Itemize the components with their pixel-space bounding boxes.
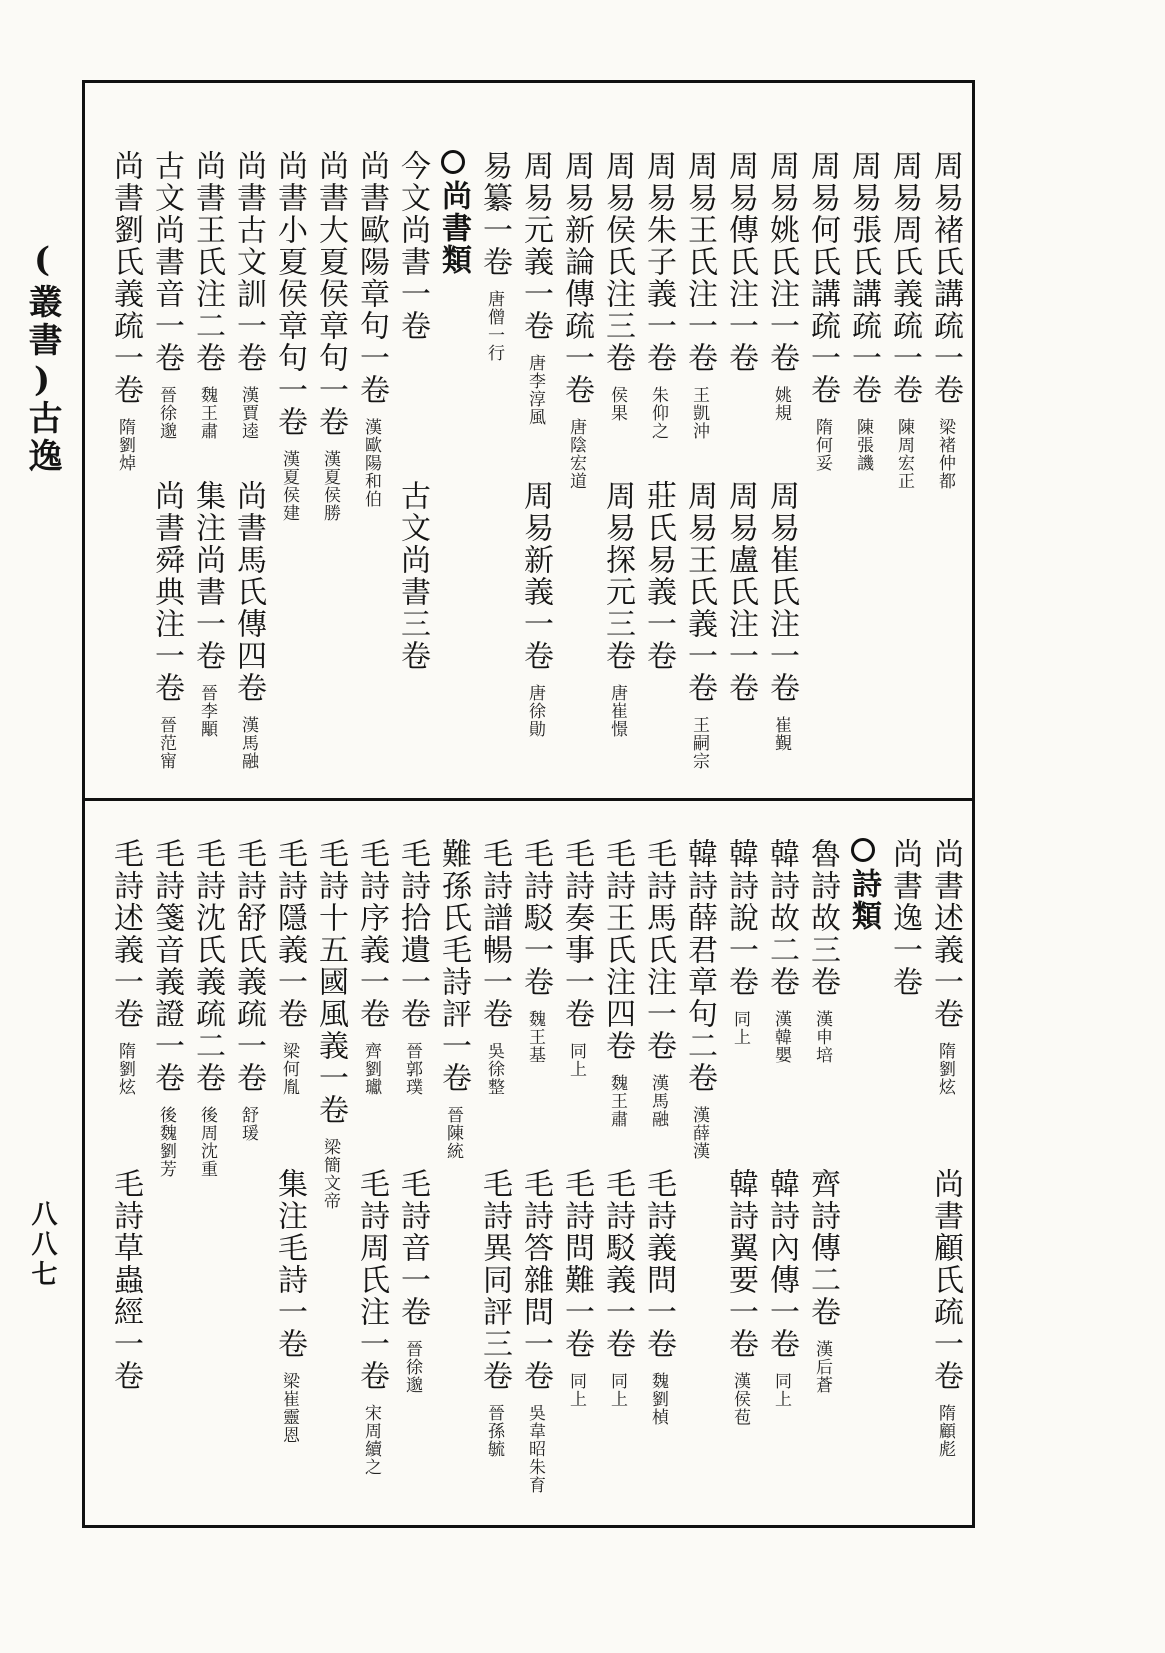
book-title <box>22 400 62 476</box>
book-entry <box>516 838 554 1064</box>
section-divider <box>82 798 975 801</box>
book-title-entry: 毛詩異同評三卷 <box>477 1168 512 1392</box>
top-column <box>721 150 759 790</box>
book-title-entry: 韓詩翼要一卷 <box>723 1168 758 1360</box>
book-title-entry: 韓詩故二卷 <box>764 838 799 998</box>
book-title-entry: 易纂一卷 <box>477 150 512 278</box>
book-author: 隋顧彪 <box>935 1404 955 1458</box>
book-author: 隋劉炫 <box>115 1042 135 1096</box>
book-entry <box>639 1168 677 1426</box>
bottom-column <box>434 838 472 1520</box>
book-title-entry: 周易侯氏注三卷 <box>600 150 635 374</box>
book-author: 王凱沖 <box>689 386 709 440</box>
book-title-entry: 尚書逸一卷 <box>887 838 922 998</box>
top-column <box>106 150 144 790</box>
top-column <box>188 150 226 790</box>
book-entry <box>393 150 431 342</box>
book-title-entry: 尚書述義一卷 <box>928 838 963 1030</box>
book-title-entry: 集注尚書一卷 <box>190 480 225 672</box>
book-author: 隋劉焯 <box>115 418 135 472</box>
top-column <box>516 150 554 790</box>
section-heading <box>434 150 472 276</box>
book-entry <box>721 150 759 374</box>
book-author: 同上 <box>566 1042 586 1078</box>
book-title-entry: 周易元義一卷 <box>518 150 553 342</box>
top-column <box>434 150 472 790</box>
book-entry <box>147 838 185 1178</box>
book-author: 漢歐陽和伯 <box>361 418 381 508</box>
book-entry <box>803 1168 841 1394</box>
book-entry <box>188 838 226 1178</box>
book-title-entry: 周易姚氏注一卷 <box>764 150 799 374</box>
top-column <box>598 150 636 790</box>
book-entry <box>229 838 267 1142</box>
book-author: 梁崔靈恩 <box>279 1372 299 1444</box>
bottom-column <box>885 838 923 1520</box>
book-entry <box>680 150 718 440</box>
book-author: 侯果 <box>607 386 627 422</box>
book-author: 吳韋昭朱育 <box>525 1404 545 1494</box>
book-title-entry: 古文尚書三卷 <box>395 480 430 672</box>
book-author: 唐崔憬 <box>607 684 627 738</box>
book-entry <box>147 480 185 770</box>
section-heading-text: 尚書類 <box>436 180 471 276</box>
bottom-column <box>475 838 513 1520</box>
book-title-text: 古逸 <box>22 400 62 476</box>
book-title-entry: 韓詩說一卷 <box>723 838 758 998</box>
book-title-entry: 毛詩周氏注一卷 <box>354 1168 389 1392</box>
book-title-entry: 毛詩駁義一卷 <box>600 1168 635 1360</box>
book-title-entry: 古文尚書音一卷 <box>149 150 184 374</box>
book-title-entry: 莊氏易義一卷 <box>641 480 676 672</box>
book-title-entry: 毛詩譜暢一卷 <box>477 838 512 1030</box>
book-title-entry: 周易傳氏注一卷 <box>723 150 758 374</box>
book-entry <box>680 480 718 770</box>
top-column <box>311 150 349 790</box>
top-column <box>270 150 308 790</box>
book-entry <box>885 150 923 490</box>
book-entry <box>926 1168 964 1458</box>
book-author: 唐陰宏道 <box>566 418 586 490</box>
section-heading-text: 詩類 <box>846 868 881 932</box>
bottom-column <box>803 838 841 1520</box>
book-entry <box>434 838 472 1160</box>
book-entry <box>188 150 226 440</box>
book-author: 漢夏侯建 <box>279 450 299 522</box>
book-entry <box>598 150 636 422</box>
book-title-entry: 周易新義一卷 <box>518 480 553 672</box>
bottom-column <box>147 838 185 1520</box>
book-author: 梁褚仲都 <box>935 418 955 490</box>
book-title-entry: 周易崔氏注一卷 <box>764 480 799 704</box>
book-title-entry: 今文尚書一卷 <box>395 150 430 342</box>
bottom-column <box>229 838 267 1520</box>
book-author: 漢馬融 <box>648 1074 668 1128</box>
book-author: 晉郭璞 <box>402 1042 422 1096</box>
top-column <box>393 150 431 790</box>
book-author: 魏王肅 <box>607 1074 627 1128</box>
book-entry <box>639 150 677 440</box>
book-entry <box>393 1168 431 1394</box>
top-column <box>762 150 800 790</box>
book-author: 魏王肅 <box>197 386 217 440</box>
book-title-entry: 周易盧氏注一卷 <box>723 480 758 704</box>
book-author: 魏劉楨 <box>648 1372 668 1426</box>
bottom-column <box>680 838 718 1520</box>
book-entry <box>557 150 595 490</box>
book-author: 王嗣宗 <box>689 716 709 770</box>
book-title-entry: 尚書顧氏疏一卷 <box>928 1168 963 1392</box>
bottom-column <box>311 838 349 1520</box>
book-title-entry: 周易新論傳疏一卷 <box>559 150 594 406</box>
book-title-entry: 毛詩答雜問一卷 <box>518 1168 553 1392</box>
book-author: 唐李淳風 <box>525 354 545 426</box>
book-author: 晉徐邈 <box>156 386 176 440</box>
book-author: 陳張譏 <box>853 418 873 472</box>
book-entry <box>311 150 349 522</box>
book-title-entry: 毛詩駁一卷 <box>518 838 553 998</box>
book-entry <box>516 1168 554 1494</box>
bottom-column <box>762 838 800 1520</box>
book-entry <box>762 150 800 422</box>
top-column <box>885 150 923 790</box>
book-entry <box>106 838 144 1096</box>
book-title-entry: 毛詩隱義一卷 <box>272 838 307 1030</box>
top-column <box>147 150 185 790</box>
book-author: 後魏劉芳 <box>156 1106 176 1178</box>
series-text: (叢書) <box>22 240 62 404</box>
book-author: 崔覲 <box>771 716 791 752</box>
bottom-column <box>270 838 308 1520</box>
book-entry <box>885 838 923 998</box>
book-entry <box>352 1168 390 1476</box>
book-author: 同上 <box>730 1010 750 1046</box>
book-title-entry: 毛詩舒氏義疏一卷 <box>231 838 266 1094</box>
book-title-entry: 毛詩十五國風義一卷 <box>313 838 348 1126</box>
book-entry <box>926 150 964 490</box>
book-title-entry: 尚書舜典注一卷 <box>149 480 184 704</box>
bottom-column <box>598 838 636 1520</box>
book-entry <box>639 838 677 1128</box>
book-title-entry: 毛詩問難一卷 <box>559 1168 594 1360</box>
bottom-column <box>352 838 390 1520</box>
book-title-entry: 周易何氏講疏一卷 <box>805 150 840 406</box>
book-title-entry: 尚書馬氏傳四卷 <box>231 480 266 704</box>
book-title-entry: 周易探元三卷 <box>600 480 635 672</box>
book-title-entry: 集注毛詩一卷 <box>272 1168 307 1360</box>
book-author: 朱仰之 <box>648 386 668 440</box>
bottom-column <box>721 838 759 1520</box>
book-author: 梁何胤 <box>279 1042 299 1096</box>
book-title-entry: 尚書小夏侯章句一卷 <box>272 150 307 438</box>
book-entry <box>639 480 677 672</box>
book-author: 漢賈逵 <box>238 386 258 440</box>
book-title-entry: 毛詩序義一卷 <box>354 838 389 1030</box>
book-author: 漢后蒼 <box>812 1340 832 1394</box>
book-title-entry: 韓詩薛君章句二卷 <box>682 838 717 1094</box>
book-entry <box>762 838 800 1064</box>
book-entry <box>598 480 636 738</box>
book-title-entry: 毛詩沈氏義疏二卷 <box>190 838 225 1094</box>
book-entry <box>762 1168 800 1408</box>
book-entry <box>762 480 800 752</box>
book-author: 晉孫毓 <box>484 1404 504 1458</box>
book-author: 晉徐邈 <box>402 1340 422 1394</box>
book-entry <box>106 1168 144 1392</box>
book-author: 漢夏侯勝 <box>320 450 340 522</box>
book-entry <box>475 838 513 1096</box>
book-author: 宋周續之 <box>361 1404 381 1476</box>
book-entry <box>803 150 841 472</box>
book-author: 漢侯苞 <box>730 1372 750 1426</box>
bottom-column <box>639 838 677 1520</box>
book-author: 陳周宏正 <box>894 418 914 490</box>
book-author: 同上 <box>566 1372 586 1408</box>
book-author: 舒瑗 <box>238 1106 258 1142</box>
book-entry <box>598 1168 636 1408</box>
book-title-entry: 毛詩王氏注四卷 <box>600 838 635 1062</box>
book-entry <box>475 1168 513 1458</box>
book-entry <box>557 838 595 1078</box>
book-entry <box>516 480 554 738</box>
book-entry <box>475 150 513 362</box>
book-entry <box>557 1168 595 1408</box>
book-entry <box>270 1168 308 1444</box>
book-title-entry: 難孫氏毛詩評一卷 <box>436 838 471 1094</box>
bottom-column <box>516 838 554 1520</box>
bottom-column <box>188 838 226 1520</box>
book-author: 魏王基 <box>525 1010 545 1064</box>
book-title-entry: 魯詩故三卷 <box>805 838 840 998</box>
book-entry <box>803 838 841 1064</box>
book-entry <box>188 480 226 738</box>
book-entry <box>229 150 267 440</box>
book-entry <box>721 838 759 1046</box>
book-author: 梁簡文帝 <box>320 1138 340 1210</box>
top-column <box>803 150 841 790</box>
book-entry <box>229 480 267 770</box>
book-entry <box>270 838 308 1096</box>
book-title-entry: 毛詩述義一卷 <box>108 838 143 1030</box>
book-entry <box>393 838 431 1096</box>
book-title-entry: 毛詩箋音義證一卷 <box>149 838 184 1094</box>
top-column <box>844 150 882 790</box>
book-author: 晉陳統 <box>443 1106 463 1160</box>
book-author: 晉范甯 <box>156 716 176 770</box>
book-title-entry: 周易朱子義一卷 <box>641 150 676 374</box>
book-author: 晉李顒 <box>197 684 217 738</box>
book-author: 唐徐勛 <box>525 684 545 738</box>
top-column <box>229 150 267 790</box>
book-author: 姚規 <box>771 386 791 422</box>
book-title-entry: 齊詩傳二卷 <box>805 1168 840 1328</box>
book-entry <box>147 150 185 440</box>
book-title-entry: 尚書古文訓一卷 <box>231 150 266 374</box>
book-author: 隋何妥 <box>812 418 832 472</box>
bottom-register <box>92 838 964 1520</box>
circle-marker-icon <box>441 150 465 174</box>
series-label <box>22 240 62 404</box>
book-author: 漢韓嬰 <box>771 1010 791 1064</box>
top-register <box>92 150 964 790</box>
book-entry <box>926 838 964 1096</box>
page-number-text: 八八七 <box>27 1200 57 1290</box>
page-number <box>22 1200 62 1290</box>
book-title-entry: 尚書劉氏義疏一卷 <box>108 150 143 406</box>
book-title-entry: 周易王氏義一卷 <box>682 480 717 704</box>
top-column <box>926 150 964 790</box>
book-author: 同上 <box>607 1372 627 1408</box>
book-author: 同上 <box>771 1372 791 1408</box>
book-author: 漢馬融 <box>238 716 258 770</box>
book-title-entry: 毛詩音一卷 <box>395 1168 430 1328</box>
book-author: 隋劉炫 <box>935 1042 955 1096</box>
book-entry <box>598 838 636 1128</box>
bottom-column <box>844 838 882 1520</box>
book-title-entry: 周易周氏義疏一卷 <box>887 150 922 406</box>
bottom-column <box>106 838 144 1520</box>
book-entry <box>680 838 718 1160</box>
book-entry <box>352 838 390 1096</box>
book-title-entry: 毛詩馬氏注一卷 <box>641 838 676 1062</box>
circle-marker-icon <box>851 838 875 862</box>
book-entry <box>721 480 759 704</box>
book-title-entry: 毛詩奏事一卷 <box>559 838 594 1030</box>
top-column <box>352 150 390 790</box>
book-author: 齊劉瓛 <box>361 1042 381 1096</box>
book-author: 後周沈重 <box>197 1106 217 1178</box>
book-author: 唐僧一行 <box>484 290 504 362</box>
book-title-entry: 周易王氏注一卷 <box>682 150 717 374</box>
bottom-column <box>557 838 595 1520</box>
top-column <box>680 150 718 790</box>
book-entry <box>516 150 554 426</box>
book-entry <box>844 150 882 472</box>
book-author: 漢申培 <box>812 1010 832 1064</box>
book-title-entry: 尚書王氏注二卷 <box>190 150 225 374</box>
book-entry <box>721 1168 759 1426</box>
book-title-entry: 韓詩內傳一卷 <box>764 1168 799 1360</box>
book-title-entry: 毛詩拾遺一卷 <box>395 838 430 1030</box>
book-title-entry: 毛詩草蟲經一卷 <box>108 1168 143 1392</box>
top-column <box>639 150 677 790</box>
book-entry <box>106 150 144 472</box>
book-author: 吳徐整 <box>484 1042 504 1096</box>
book-title-entry: 周易張氏講疏一卷 <box>846 150 881 406</box>
top-column <box>475 150 513 790</box>
bottom-column <box>926 838 964 1520</box>
book-entry <box>352 150 390 508</box>
book-entry <box>393 480 431 672</box>
book-title-entry: 周易褚氏講疏一卷 <box>928 150 963 406</box>
book-title-entry: 毛詩義問一卷 <box>641 1168 676 1360</box>
section-heading <box>844 838 882 932</box>
book-author: 漢薛漢 <box>689 1106 709 1160</box>
top-column <box>557 150 595 790</box>
book-title-entry: 尚書歐陽章句一卷 <box>354 150 389 406</box>
bottom-column <box>393 838 431 1520</box>
book-entry <box>311 838 349 1210</box>
book-entry <box>270 150 308 522</box>
book-title-entry: 尚書大夏侯章句一卷 <box>313 150 348 438</box>
